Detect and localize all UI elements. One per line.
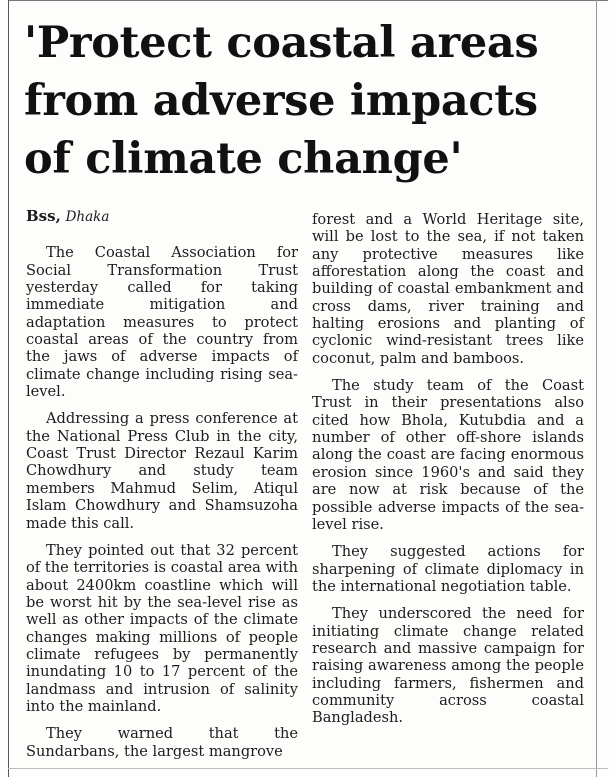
article-paragraph-4-start: They warned that the Sundarbans, the largest mangrove bbox=[26, 725, 298, 760]
article-column-right bbox=[312, 211, 584, 737]
byline-agency: Bss, bbox=[26, 207, 61, 225]
article-paragraph-2: Addressing a press conference at the National Press Club in the city, Coast Trust Director Rezaul Karim Chowdhury and study team members Mahmud Selim, Atiqul Islam Chowdhury and Shamsuzoha made this call. bbox=[26, 410, 298, 532]
byline bbox=[26, 208, 298, 226]
article-paragraph-1: The Coastal Association for Social Transformation Trust yesterday called for taking immediate mitigation and adaptation measures to protect coastal areas of the country from the jaws of adverse impacts of climate change including rising sea-level. bbox=[26, 244, 298, 401]
left-border-rule bbox=[8, 0, 9, 777]
article-column-left bbox=[26, 208, 298, 770]
article-paragraph-3: They pointed out that 32 percent of the territories is coastal area with about 2400km coastline which will be worst hit by the sea-level rise as well as other impacts of the climate changes making millions of people climate refugees by permanently inundating 10 to 17 percent of the landmass and intrusion of salinity into the mainland. bbox=[26, 541, 298, 715]
byline-place: Dhaka bbox=[65, 209, 110, 225]
article-headline: 'Protect coastal areas from adverse impacts of climate change' bbox=[24, 18, 539, 184]
right-border-rule bbox=[596, 0, 597, 777]
article-paragraph-6: They suggested actions for sharpening of climate diplomacy in the international negotiation table. bbox=[312, 543, 584, 595]
article-paragraph-7: They underscored the need for initiating climate change related research and massive campaign for raising awareness among the people including farmers, fishermen and community across coastal Bangladesh. bbox=[312, 605, 584, 727]
bottom-border-rule bbox=[8, 768, 608, 769]
article-paragraph-5: The study team of the Coast Trust in their presentations also cited how Bhola, Kutubdia and a number of other off-shore islands along the coast are facing enormous erosion since 1960's and said they are now at risk because of the possible adverse impacts of the sea-level rise. bbox=[312, 377, 584, 533]
top-border-rule bbox=[8, 0, 608, 1]
article-paragraph-4-continued: forest and a World Heritage site, will be lost to the sea, if not taken any protective measures like afforestation along the coast and building of coastal embankment and cross dams, river training and halting erosions and planting of cyclonic wind-resistant trees like coconut, palm and bamboos. bbox=[312, 211, 584, 367]
